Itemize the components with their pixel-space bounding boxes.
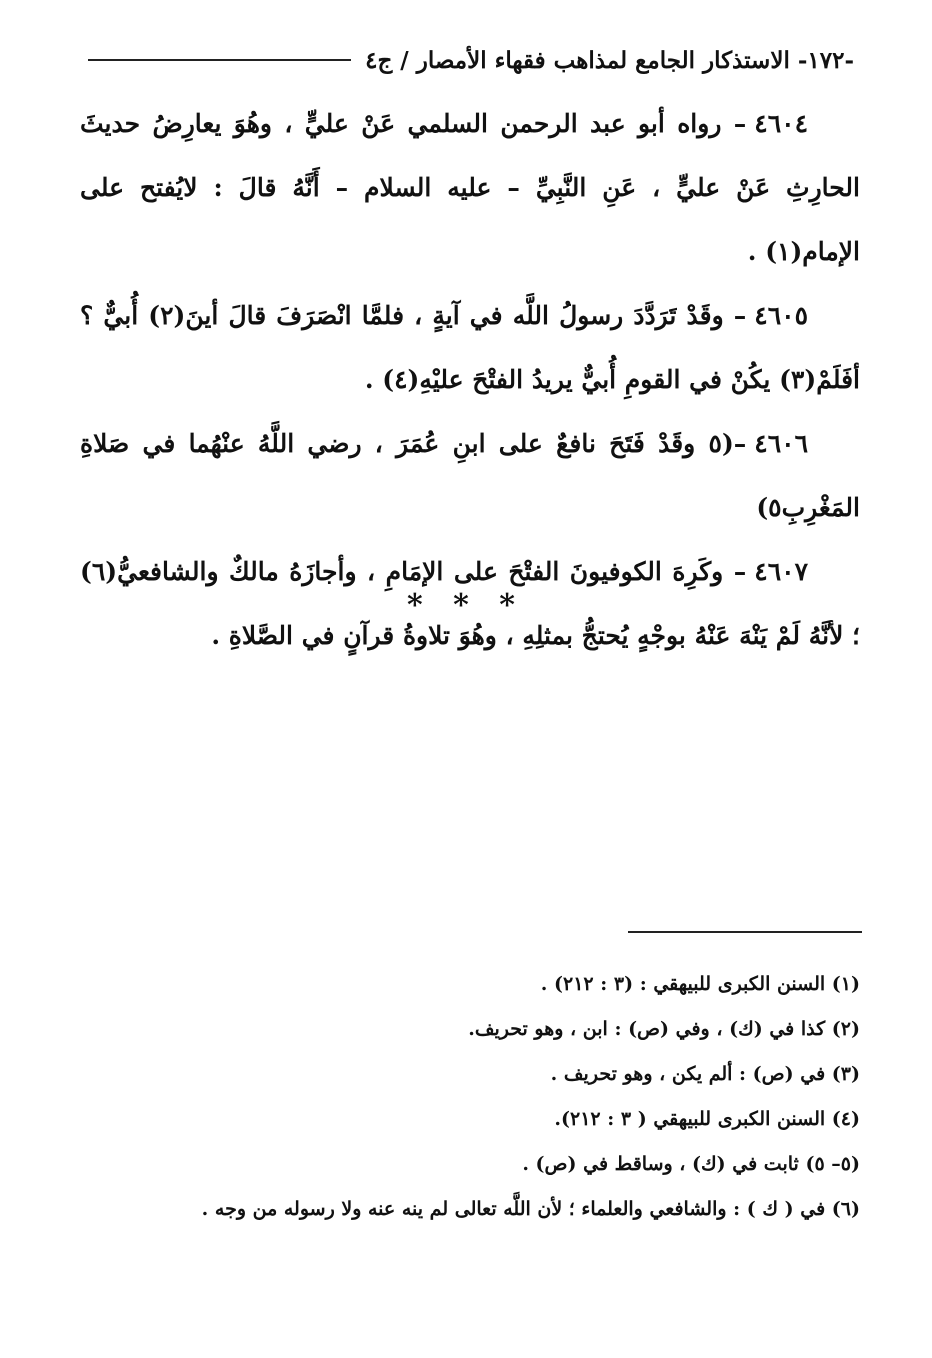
running-title: -١٧٢- الاستذكار الجامع لمذاهب فقهاء الأمصار / ج٤ xyxy=(365,46,854,74)
page-header xyxy=(88,40,854,80)
footnote-5: (٥– ٥) ثابت في (ك) ، وساقط في (ص) . xyxy=(522,1153,860,1175)
footnote-4: (٤) السنن الكبرى للبيهقي ( ٣ : ٢١٢). xyxy=(554,1108,860,1130)
paragraph-text: – رواه أبو عبد الرحمن السلمي عَنْ عليٍّ ، وهُوَ يعارِضُ حديثَ الحارِثِ عَنْ عليٍّ ، عَنِ النَّبِيِّ – عليه السلام – أَنَّهُ قالَ : لايُفتح على الإمام(١) . xyxy=(80,109,860,266)
paragraph-4606 xyxy=(80,412,860,540)
footnote-6: (٦) في ( ك ) : والشافعي والعلماء ؛ لأن اللَّه تعالى لم ينه عنه ولا رسوله من وجه . xyxy=(201,1198,860,1220)
paragraph-text: – وقَدْ تَرَدَّدَ رسولُ اللَّه في آيةٍ ، فلمَّا انْصَرَفَ قالَ أينَ(٢) أُبيٌّ ؟ أفَلَمْ(٣) يكُنْ في القومِ أُبيٌّ يريدُ الفتْحَ عليْهِ(٤) . xyxy=(80,301,860,394)
paragraph-text: – وكَرِهَ الكوفيونَ الفتْحَ على الإمَامِ ، وأجازَهُ مالكٌ والشافعيُّ(٦) ؛ لأنَّهُ لَمْ يَنْهَ عَنْهُ بوجْهٍ يُحتجُّ بمثلِهِ ، وهُوَ تلاوةُ قرآنٍ في الصَّلاةِ . xyxy=(80,557,860,650)
paragraph-4605 xyxy=(80,284,860,412)
paragraph-text: –(٥ وقَدْ فَتَحَ نافعٌ على ابنِ عُمَرَ ، رضي اللَّهُ عنْهُما في صَلاةِ المَغْرِبِ٥) xyxy=(80,429,860,522)
footnote-rule xyxy=(628,931,862,933)
paragraph-4604 xyxy=(80,92,860,284)
footnote-1: (١) السنن الكبرى للبيهقي : (٣ : ٢١٢) . xyxy=(540,973,860,995)
footnotes xyxy=(80,962,860,1232)
paragraph-number: ٤٦٠٥ xyxy=(754,301,808,330)
footnote-3: (٣) في (ص) : ألم يكن ، وهو تحريف . xyxy=(550,1063,860,1085)
footnote-2: (٢) كذا في (ك) ، وفي (ص) : ابن ، وهو تحريف. xyxy=(468,1018,860,1040)
paragraph-number: ٤٦٠٧ xyxy=(754,557,808,586)
section-separator: * * * xyxy=(407,588,525,623)
main-text xyxy=(80,92,860,668)
paragraph-number: ٤٦٠٦ xyxy=(754,429,808,458)
header-rule xyxy=(88,59,351,61)
paragraph-number: ٤٦٠٤ xyxy=(754,109,808,138)
